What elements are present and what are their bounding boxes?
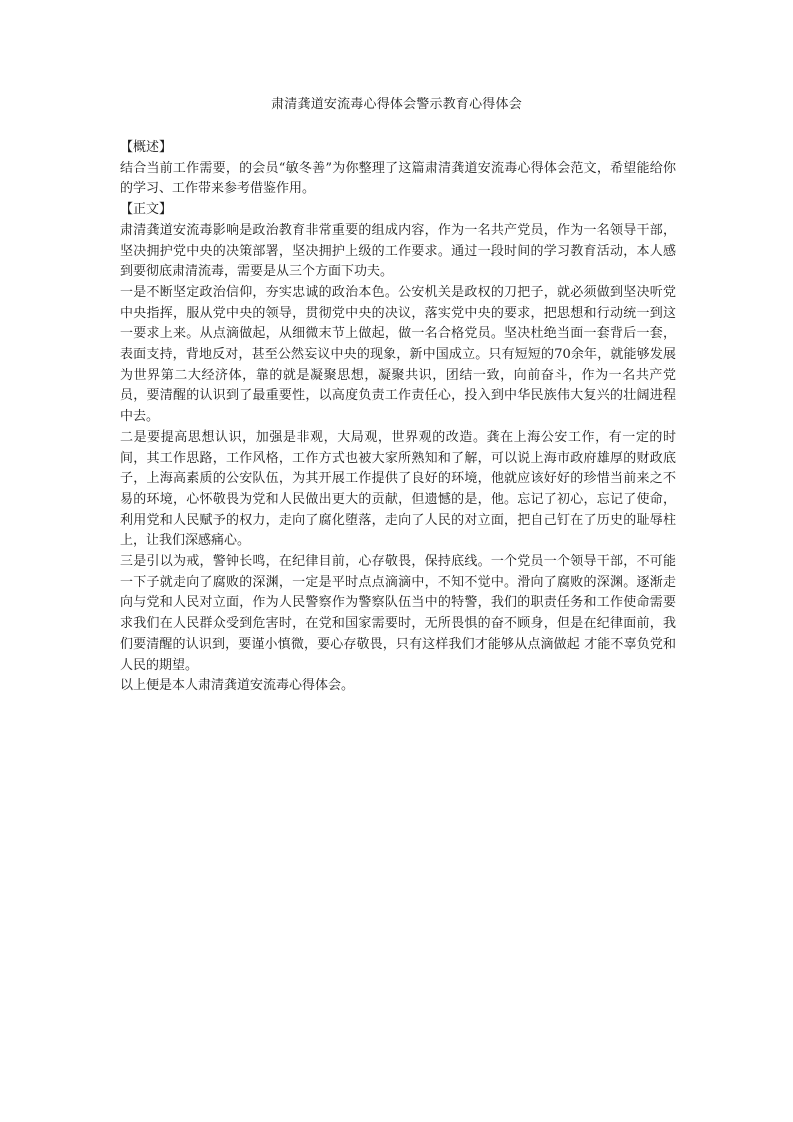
document-title: 肃清龚道安流毒心得体会警示教育心得体会	[271, 97, 522, 112]
point-one-paragraph: 一是不断坚定政治信仰，夯实忠诚的政治本色。公安机关是政权的刀把子，就必须做到坚决听党中央指挥，服从党中央的领导，贯彻党中央的决议，落实党中央的要求，把思想和行动统一到这一要求上来。从点滴做起，从细微末节上做起，做一名合格党员。坚决杜绝当面一套背后一套，表面支持，背地反对，甚至公然妄议中央的现象，新中国成立。只有短短的70余年，就能够发展为世界第二大经济体，靠的就是凝聚思想，凝聚共识，团结一致，向前奋斗，作为一名共产党员，要清醒的认识到了最重要性，以高度负责工作责任心，投入到中华民族伟大复兴的壮阔进程中去。	[120, 284, 676, 425]
summary-heading: 【概述】	[120, 140, 173, 155]
point-three-paragraph: 三是引以为戒，警钟长鸣，在纪律目前，心存敬畏，保持底线。一个党员一个领导干部，不可能一下子就走向了腐败的深渊，一定是平时点点滴滴中，不知不觉中。滑向了腐败的深渊。逐渐走向与党和人民对立面，作为人民警察作为警察队伍当中的特警，我们的职责任务和工作使命需要求我们在人民群众受到危害时，在党和国家需要时，无所畏惧的奋不顾身，但是在纪律面前，我们要清醒的认识到，要谨小慎微，要心存敬畏，只有这样我们才能够从点滴做起 才能不辜负党和人民的期望。	[120, 554, 676, 673]
summary-paragraph: 结合当前工作需要，的会员“敏冬善”为你整理了这篇肃清龚道安流毒心得体会范文，希望能给你的学习、工作带来参考借鉴作用。	[120, 160, 676, 197]
main-text-heading: 【正文】	[120, 202, 173, 218]
intro-paragraph: 肃清龚道安流毒影响是政治教育非常重要的组成内容，作为一名共产党员，作为一名领导干部，坚决拥护党中央的决策部署，坚决拥护上级的工作要求。通过一段时间的学习教育活动，本人感到要彻底肃清流毒，需要是从三个方面下功夫。	[120, 222, 676, 280]
point-two-paragraph: 二是要提高思想认识，加强是非观，大局观，世界观的改造。龚在上海公安工作，有一定的时间，其工作思路，工作风格，工作方式也被大家所熟知和了解，可以说上海市政府雄厚的财政底子，上海高素质的公安队伍，为其开展工作提供了良好的环境，他就应该好好的珍惜当前来之不易的环境，心怀敬畏为党和人民做出更大的贡献，但遗憾的是，他。忘记了初心，忘记了使命，利用党和人民赋予的权力，走向了腐化堕落，走向了人民的对立面，把自己钉在了历史的耻辱柱上，让我们深感痛心。	[120, 429, 676, 549]
document-body	[120, 138, 676, 697]
closing-paragraph: 以上便是本人肃清龚道安流毒心得体会。	[120, 678, 355, 694]
